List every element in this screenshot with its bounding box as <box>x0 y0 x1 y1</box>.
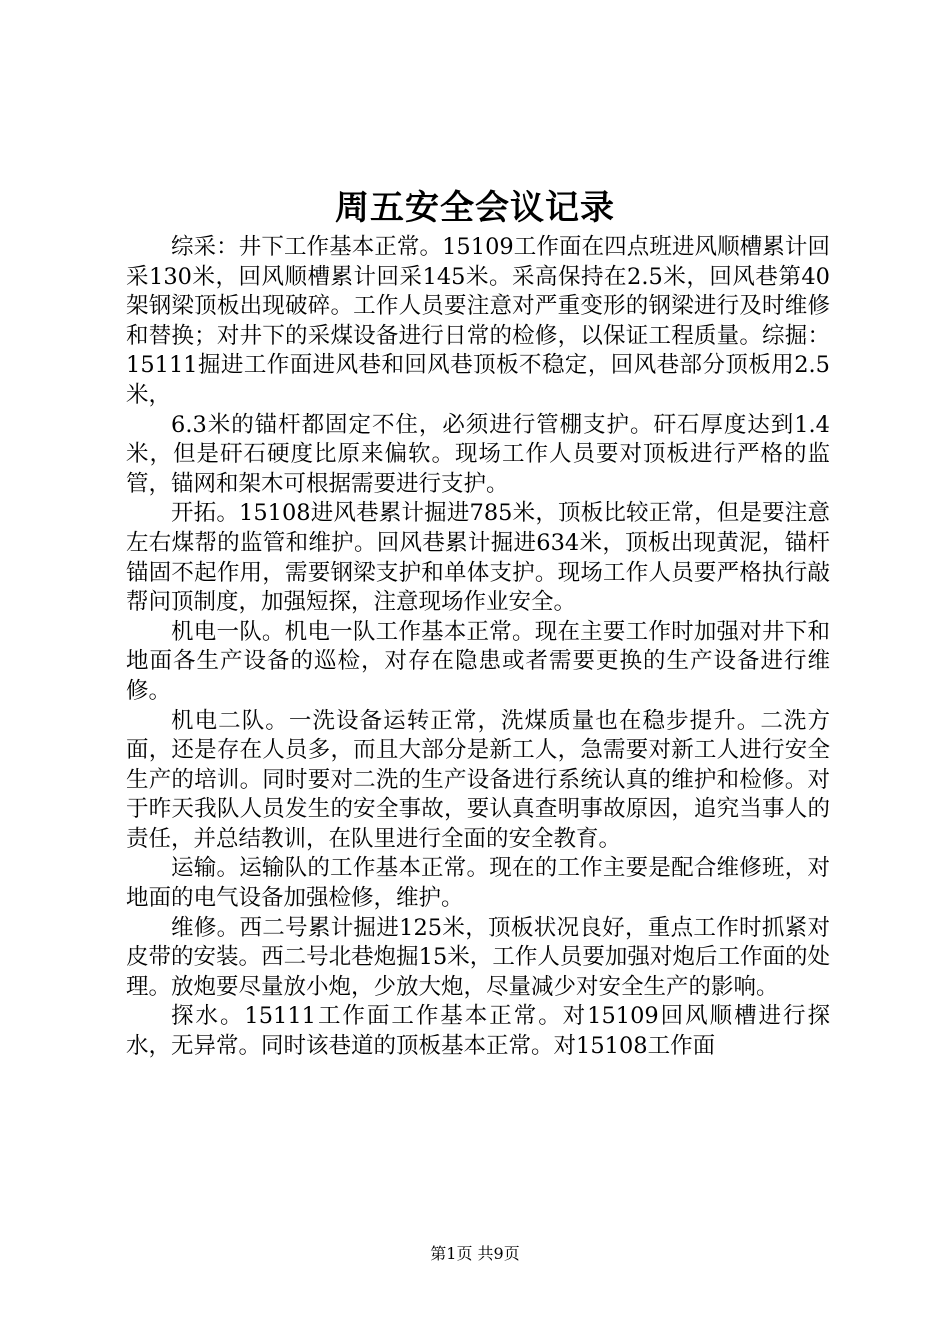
document-title: 周五安全会议记录 <box>335 188 615 228</box>
paragraph-development: 开拓。15108进风巷累计掘进785米，顶板比较正常，但是要注意左右煤帮的监管和维护。回风巷累计掘进634米，顶板出现黄泥，锚杆锚固不起作用，需要钢梁支护和单体支护。现场工作人员要严格执行敲帮问顶制度，加强短探，注意现场作业安全。 <box>126 500 830 616</box>
paragraph-water-exploration: 探水。15111工作面工作基本正常。对15109回风顺槽进行探水，无异常。同时该巷道的顶板基本正常。对15108工作面 <box>126 1003 830 1060</box>
page-indicator: 第1页 共9页 <box>430 1244 520 1263</box>
paragraph-transport: 运输。运输队的工作基本正常。现在的工作主要是配合维修班，对地面的电气设备加强检修，维护。 <box>126 855 830 912</box>
paragraph-maintenance: 维修。西二号累计掘进125米，顶板状况良好，重点工作时抓紧对皮带的安装。西二号北巷炮掘15米，工作人员要加强对炮后工作面的处理。放炮要尽量放小炮，少放大炮，尽量减少对安全生产的影响。 <box>126 914 830 1000</box>
paragraph-anchor-support: 6.3米的锚杆都固定不住，必须进行管棚支护。矸石厚度达到1.4米，但是矸石硬度比原来偏软。现场工作人员要对顶板进行严格的监管，锚网和架木可根据需要进行支护。 <box>126 411 830 497</box>
paragraph-fully-mechanized-mining: 综采：井下工作基本正常。15109工作面在四点班进风顺槽累计回采130米，回风顺槽累计回采145米。采高保持在2.5米，回风巷第40架钢梁顶板出现破碎。工作人员要注意对严重变形的钢梁进行及时维修和替换；对井下的采煤设备进行日常的检修，以保证工程质量。综掘：15111掘进工作面进风巷和回风巷顶板不稳定，回风巷部分顶板用2.5米， <box>126 234 830 408</box>
paragraph-electromechanical-team-1: 机电一队。机电一队工作基本正常。现在主要工作时加强对井下和地面各生产设备的巡检，对存在隐患或者需要更换的生产设备进行维修。 <box>126 618 830 704</box>
paragraph-electromechanical-team-2: 机电二队。一洗设备运转正常，洗煤质量也在稳步提升。二洗方面，还是存在人员多，而且大部分是新工人，急需要对新工人进行安全生产的培训。同时要对二洗的生产设备进行系统认真的维护和检修。对于昨天我队人员发生的安全事故，要认真查明事故原因，追究当事人的责任，并总结教训，在队里进行全面的安全教育。 <box>126 707 830 852</box>
document-body <box>126 233 830 1062</box>
